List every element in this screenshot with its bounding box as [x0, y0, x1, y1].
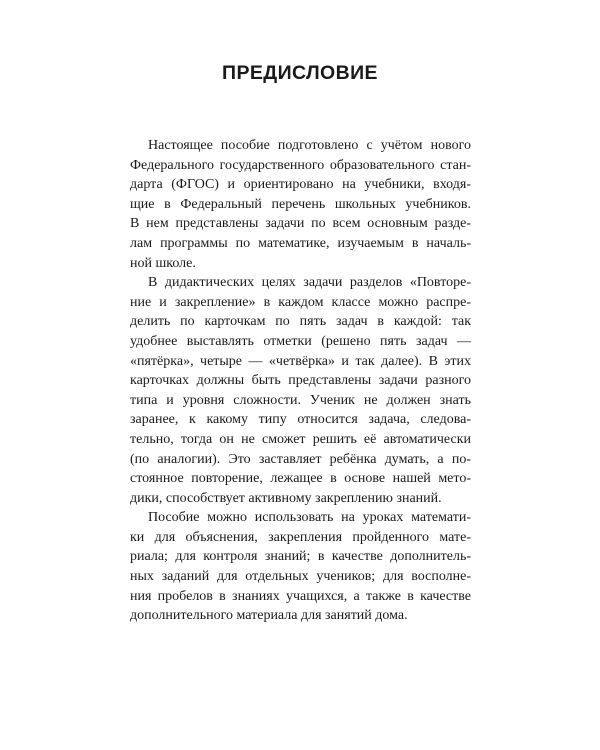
text-line: дарта (ФГОС) и ориентировано на учебники, входя- [130, 177, 471, 193]
text-line: В дидактических целях задачи разделов «Повторе- [148, 275, 471, 291]
text-line: дики, способствует активному закреплению знаний. [130, 490, 442, 506]
text-line: стоянное повторение, лежащее в основе нашей мето- [130, 471, 471, 487]
text-line: ных заданий для отдельных учеников; для восполне- [130, 569, 471, 585]
text-line: заранее, к какому типу относится задача, следова- [130, 412, 471, 428]
text-line: ние и закрепление» в каждом классе можно распре- [130, 294, 471, 310]
text-line: тельно, тогда он не сможет решить её автоматически [130, 431, 471, 447]
text-line: ния пробелов в знаниях учащихся, а также в качестве [130, 588, 471, 604]
paragraph-2 [130, 273, 471, 508]
page-title: ПРЕДИСЛОВИЕ [222, 62, 378, 84]
preface-text [130, 136, 471, 626]
text-line: Пособие можно использовать на уроках математи- [148, 510, 471, 526]
text-line: «пятёрка», четыре — «четвёрка» и так далее). В этих [130, 353, 471, 369]
text-line: дополнительного материала для занятий дома. [130, 608, 408, 624]
text-line: делить по карточкам по пять задач в каждой: так [130, 314, 471, 330]
text-line: карточках должны быть представлены задачи разного [130, 373, 471, 389]
text-line: лам программы по математике, изучаемым в началь- [130, 235, 471, 251]
text-line: риала; для контроля знаний; в качестве дополнитель- [130, 549, 471, 565]
text-line: ки для объяснения, закрепления пройденного мате- [130, 529, 471, 545]
text-line: щие в Федеральный перечень школьных учебников. [130, 196, 471, 212]
text-line: типа и уровня сложности. Ученик не должен знать [130, 392, 471, 408]
text-line: удобнее выставлять отметки (решено пять задач — [130, 333, 471, 349]
text-line: Федерального государственного образовательного стан- [130, 157, 471, 173]
text-line: Настоящее пособие подготовлено с учётом нового [148, 138, 471, 153]
text-line: (по аналогии). Это заставляет ребёнка думать, а по- [130, 451, 471, 467]
paragraph-3 [130, 508, 471, 626]
text-line: В нем представлены задачи по всем основным разде- [130, 216, 471, 232]
paragraph-1 [130, 136, 471, 273]
text-line: ной школе. [130, 255, 196, 271]
